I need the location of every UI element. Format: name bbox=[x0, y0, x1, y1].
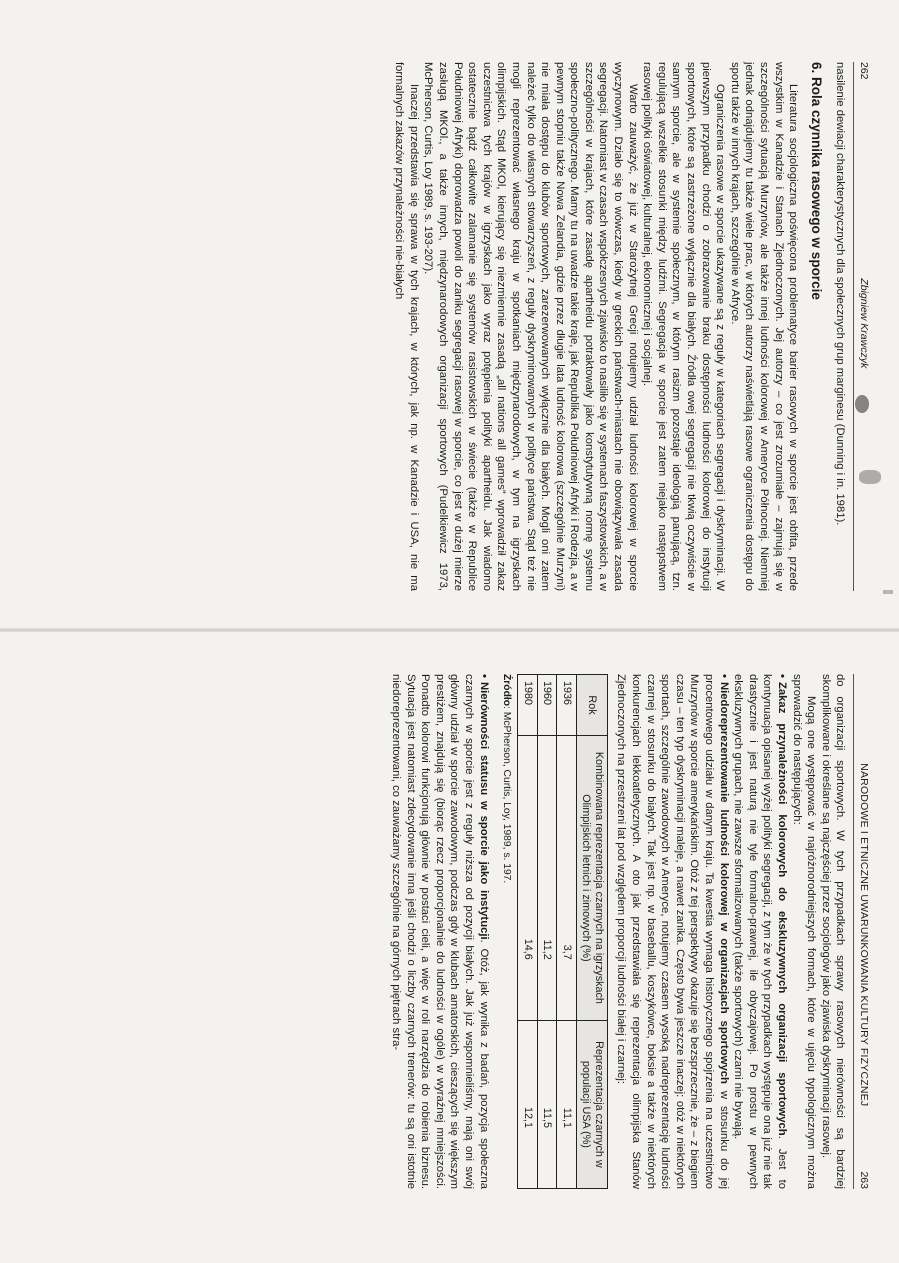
section-title: 6. Rola czynnika rasowego w sporcie bbox=[808, 62, 824, 300]
source-text: : McPherson, Curtis, Loy, 1989, s. 197. bbox=[501, 706, 513, 884]
bullet-dot-icon: • bbox=[776, 674, 789, 678]
table-cell-olympic: 11,2 bbox=[537, 736, 557, 1021]
bullet-item-2 bbox=[614, 674, 731, 1189]
table-source bbox=[499, 674, 514, 1189]
right-paragraph-2: Mogą one występować w najróżnorodniejszych formach, które w ujęciu typologicznym można sprowadzić do następujących: bbox=[790, 674, 818, 1189]
table-cell-olympic: 3,7 bbox=[557, 736, 577, 1021]
bullet-dot-icon: • bbox=[477, 674, 490, 678]
representation-table bbox=[517, 674, 608, 1189]
scan-smudge bbox=[883, 590, 893, 594]
bullet-item-3 bbox=[388, 674, 490, 1189]
table-cell-olympic: 14,6 bbox=[518, 736, 538, 1021]
table-cell-year: 1960 bbox=[537, 675, 557, 736]
scan-smudge bbox=[859, 470, 881, 484]
table-row bbox=[518, 675, 538, 1189]
right-page-number: 263 bbox=[858, 1171, 870, 1189]
table-header-year: Rok bbox=[576, 675, 607, 736]
scan-smudge bbox=[855, 395, 869, 413]
left-paragraph-3: Warto zauważyć, że już w Starożytnej Grecji notujemy udział ludności kolorowej w sporcie wyczynowym. Działo się to wówczas, kiedy w greckich państwach-miastach nie obowiązywała zasada segregacji. Natomiast w czasach współczesnych zjawisko to nasiliło się w systemach faszystowskich, a w szczególności w krajach, które zasadę apartheidu potraktowały jako konstytutywną normę systemu społeczno-politycznego. Mamy tu na uwadze takie kraje, jak Republika Południowej Afryki i Rodezja, a w pewnym stopniu także Nowa Zelandia, gdzie przez długie lata ludność kolorowa (szczególnie Murzyni) nie miała dostępu do klubów sportowych, zarezerwowanych wyłącznie dla białych. Mogli oni zatem należeć tylko do własnych stowarzyszeń, z reguły dyskryminowanych w polityce państwa. Stąd też nie mogli reprezentować własnego kraju w spotkaniach międzynarodowych, w tym na igrzyskach olimpijskich. Stąd MKOl, kierujący się niezmiennie zasadą „all nations all games” wprowadził zakaz uczestnictwa tych krajów w igrzyskach jako wyraz potępienia polityki apartheidu. Jak wiadomo ostatecznie bądź całkowite zalamanie się systemów rasistowskich w świecie (także w Republice Południowej Afryki) doprowadza powoli do zaniku segregacji rasowej w sporcie, co jest w dużej mierze zasługą MKOl., a także innych, międzynarodowych organizacji sportowych (Pudelkiewicz 1973, McPherson, Curtis, Loy 1989, s. 193-207). bbox=[422, 62, 639, 591]
left-paragraph-2: Ograniczenia rasowe w sporcie ukazywane są z reguły w kategoriach segregacji i dyskryminacji. W pierwszym przypadku chodzi o zobrazowanie braku dostępności ludności kolorowej do instytucji sportowych, które są zastrzeżone wyłącznie dla białych. Źródła owej segregacji nie tkwią oczywiście w samym sporcie, ale w systemie społecznym, w którym rasizm pozostaje ideologią panującą, tzn. regulującą wszelkie stosunki między ludźmi. Segregacja w sporcie jest zatem niejako następstwem rasowej polityki oświatowej, kulturalnej, ekonomicznej i socjalnej. bbox=[641, 62, 727, 591]
bullet-dot-icon: • bbox=[717, 674, 730, 678]
bullet-3-text: . Otóż, jak wynika z badań, pozycja społeczna czarnych w sporcie jest z reguły niższa od pozycji białych. Jak już wspomnieliśmy, mają oni swój główny udział w sporcie zawodowym, podczas gdy w klubach amatorskich, cieszących się większym prestiżem, znajdują się (biorąc rzecz proporcjonalnie do ludności w ogóle) w wyraźnej mniejszości. Ponadto kolorowi funkcjonują głównie w postaci cieli, a więc w roli narzędzia do robienia biznesu. Sytuacja jest natomiast zdecydowanie inna jeśli chodzi o liczby czarnych trenerów: tu są oni istotnie niedoreprezentowani, co zauważamy szczególnie na górnych piętrach stra- bbox=[389, 674, 490, 1190]
table-row bbox=[557, 675, 577, 1189]
table-cell-population: 11,5 bbox=[537, 1020, 557, 1188]
right-paragraph-1: do organizacji sportowych. W tych przypadkach sprawy rasowych nierówności są bardziej skomplikowane i określane są najczęściej przez socjologów jako zjawiska dyskryminacji rasowej. bbox=[819, 674, 847, 1189]
bullet-2-title: Niedoreprezentowanie ludności kolorowej w organizacjach sportowych bbox=[717, 681, 730, 1084]
left-page bbox=[0, 0, 899, 631]
bullet-item-1 bbox=[731, 674, 789, 1189]
bullet-1-text: . Jest to kontynuacja opisanej wyżej polityki segregacji, z tym że w tych przypadkach występuje ona już nie tak drastycznie i jest naturą nie tyle formalno-prawnej, ile obyczajowej. Po prostu w pewnych ekskluzywnych grupach, nie zawsze sformalizowanych (także sportowych) czarni nie bywają. bbox=[732, 674, 789, 1189]
table-header-olympic: Kombinowana reprezentacja czarnych na igrzyskach Olimpijskich letnich i zimowych (%) bbox=[576, 736, 607, 1021]
bullet-3-title: Nierówności statusu w sporcie jako instytucji bbox=[477, 681, 490, 940]
left-intro-paragraph: nasilenie dewiacji charakterystycznych dla społecznych grup marginesu (Dunning i in. 1981). bbox=[834, 62, 847, 526]
table-header-population: Reprezentacja czarnych w populacji USA (%) bbox=[576, 1020, 607, 1188]
left-page-header bbox=[853, 62, 871, 591]
left-page-number: 262 bbox=[858, 62, 870, 80]
right-page bbox=[0, 632, 899, 1263]
right-running-head: NARODOWE I ETNICZNE UWARUNKOWANIA KULTURY FIZYCZNEJ bbox=[858, 763, 870, 1107]
table-row bbox=[537, 675, 557, 1189]
table-cell-year: 1980 bbox=[518, 675, 538, 736]
left-running-head: Zbigniew Krawczyk bbox=[858, 278, 870, 369]
table-header-row bbox=[576, 675, 607, 1189]
right-page-header bbox=[853, 674, 871, 1189]
left-paragraph-1: Literatura socjologiczna poświęcona problematyce barier rasowych w sporcie jest obfita, przede wszystkim w Kanadzie i Stanach Zjednoczonych. Jej autorzy – co jest zrozumiałe – zajmują się w szczególności sytuacją Murzynów, ale także innej ludności kolorowej w Ameryce Północnej. Niemniej jednak odnajdujemy tu także wiele prac, w których autorzy naświetlają rasowe ograniczenia dostępu do sportu także w innych krajach, szczególnie w Afryce. bbox=[728, 62, 800, 591]
table-cell-population: 11,1 bbox=[557, 1020, 577, 1188]
table-cell-population: 12,1 bbox=[518, 1020, 538, 1188]
bullet-2-text: w stosunku do jej procentowego udziału w danym kraju. Ta kwestia wymaga historycznego spojrzenia na uczestnictwo Murzynów w sporcie amerykańskim. Otóż z tej perspektywy okazuje się bezsprzecznie, że – z biegiem czasu – ten typ dyskryminacji maleje, a nawet zanika. Często bywa jeszcze inaczej: otóż w niektórych sportach, szczególnie zawodowych w Ameryce, notujemy czasem wysoką nadreprezentację ludności czarnej w stosunku do białych. Tak jest np. w baseballu, koszykówce, boksie a także w niektórych konkurencjach lekkoatletycznych. A oto jak przedstawiała się reprezentacja olimpijska Stanów Zjednoczonych na przestrzeni lat pod względem proporcji ludności białej i czarnej: bbox=[615, 674, 730, 1189]
left-paragraph-4: Inaczej przedstawia się sprawa w tych krajach, w których, jak np. w Kanadzie i USA, nie ma formalnych zakazów przynależności nie-białych bbox=[393, 62, 420, 591]
table-cell-year: 1936 bbox=[557, 675, 577, 736]
bullet-1-title: Zakaz przynależności kolorowych do ekskluzywnych organizacji sportowych bbox=[776, 681, 789, 1136]
source-label: Źródło bbox=[501, 674, 513, 707]
